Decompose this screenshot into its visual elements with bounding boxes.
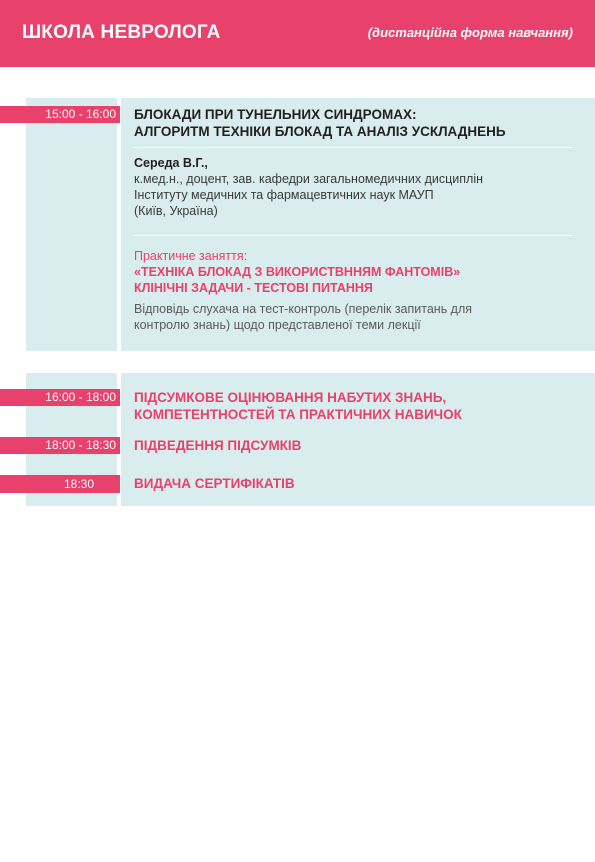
session4-title-block [134,475,574,492]
session1-time: 15:00 - 16:00 [0,106,120,123]
page-subtitle: (дистанційна форма навчання) [367,25,573,40]
session2-title-line2: КОМПЕТЕНТНОСТЕЙ ТА ПРАКТИЧНИХ НАВИЧОК [134,407,462,422]
session3-title-block [134,437,574,454]
session3-time: 18:00 - 18:30 [0,437,120,454]
session4-time: 18:30 [0,475,120,493]
practice-title-line1: «ТЕХНІКА БЛОКАД З ВИКОРИСТВННЯМ ФАНТОМІВ» [134,265,461,279]
session3-title: ПІДВЕДЕННЯ ПІДСУМКІВ [134,438,302,453]
speaker-info-line3: (Київ, Україна) [134,204,218,218]
session1-divider-2 [134,235,572,236]
practice-title-line2: КЛІНІЧНІ ЗАДАЧИ - ТЕСТОВІ ПИТАННЯ [134,281,373,295]
session2-title-line1: ПІДСУМКОВЕ ОЦІНЮВАННЯ НАБУТИХ ЗНАНЬ, [134,390,447,405]
session2-title [134,389,574,423]
session1-title [134,106,574,140]
session1-time-panel [26,98,117,351]
session4-title: ВИДАЧА СЕРТИФІКАТІВ [134,476,295,491]
practice-desc-line2: контролю знань) щодо представленої теми лекції [134,318,421,332]
speaker-info-line2: Інституту медичних та фармацевтичних наук МАУП [134,188,434,202]
session1-divider-1 [134,147,572,148]
practice-block [134,248,574,333]
practice-label: Практичне заняття: [134,249,248,263]
speaker-info-line1: к.мед.н., доцент, зав. кафедри загальномедичних дисциплін [134,172,483,186]
session1-title-line2: АЛГОРИТМ ТЕХНІКИ БЛОКАД ТА АНАЛІЗ УСКЛАДНЕНЬ [134,124,506,139]
practice-desc-line1: Відповідь слухача на тест-контроль (перелік запитань для [134,302,473,316]
session2-time: 16:00 - 18:00 [0,389,120,406]
session1-title-line1: БЛОКАДИ ПРИ ТУНЕЛЬНИХ СИНДРОМАХ: [134,107,417,122]
speaker-block [134,155,574,219]
header-banner [0,0,595,67]
page-title: ШКОЛА НЕВРОЛОГА [22,22,221,43]
speaker-name: Середа В.Г., [134,156,208,170]
